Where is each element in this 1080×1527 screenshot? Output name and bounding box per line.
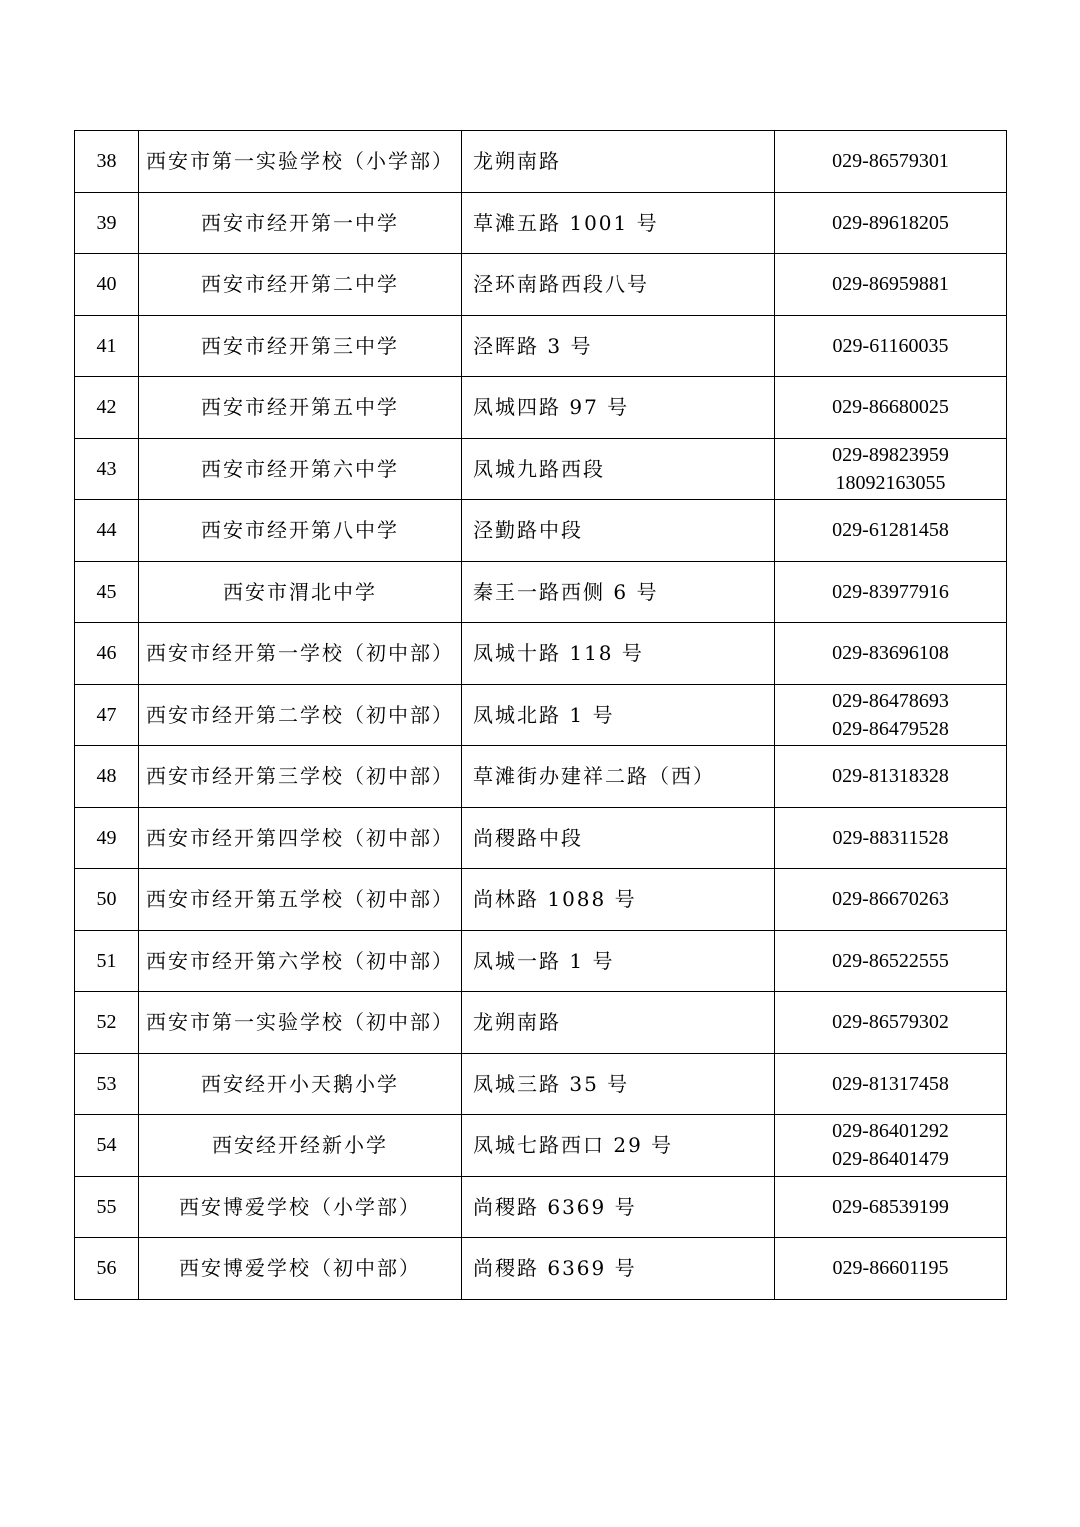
school-address: 凤城三路 35 号 bbox=[462, 1053, 775, 1115]
table-row bbox=[75, 992, 1007, 1054]
row-number: 56 bbox=[75, 1238, 139, 1300]
phone-number: 029-61281458 bbox=[832, 519, 949, 542]
school-address: 草滩五路 1001 号 bbox=[462, 192, 775, 254]
row-number: 51 bbox=[75, 930, 139, 992]
phone-cell bbox=[775, 807, 1007, 869]
school-address: 尚稷路 6369 号 bbox=[462, 1176, 775, 1238]
school-name: 西安市经开第三中学 bbox=[139, 315, 462, 377]
table-row bbox=[75, 1053, 1007, 1115]
phone-number: 029-86670263 bbox=[832, 888, 949, 911]
school-name: 西安博爱学校（小学部） bbox=[139, 1176, 462, 1238]
school-address: 凤城一路 1 号 bbox=[462, 930, 775, 992]
phone-cell bbox=[775, 623, 1007, 685]
school-name: 西安市渭北中学 bbox=[139, 561, 462, 623]
row-number: 40 bbox=[75, 254, 139, 316]
school-address: 尚稷路中段 bbox=[462, 807, 775, 869]
row-number: 46 bbox=[75, 623, 139, 685]
row-number: 39 bbox=[75, 192, 139, 254]
row-number: 48 bbox=[75, 746, 139, 808]
table-row bbox=[75, 746, 1007, 808]
phone-cell bbox=[775, 684, 1007, 746]
table-row bbox=[75, 315, 1007, 377]
phone-cell bbox=[775, 930, 1007, 992]
school-name: 西安市经开第一中学 bbox=[139, 192, 462, 254]
school-address: 凤城四路 97 号 bbox=[462, 377, 775, 439]
phone-number: 029-86522555 bbox=[832, 949, 949, 972]
row-number: 53 bbox=[75, 1053, 139, 1115]
table-row bbox=[75, 192, 1007, 254]
table-row bbox=[75, 254, 1007, 316]
school-name: 西安经开小天鹅小学 bbox=[139, 1053, 462, 1115]
phone-number: 029-81318328 bbox=[832, 765, 949, 788]
phone-cell bbox=[775, 192, 1007, 254]
table-row bbox=[75, 684, 1007, 746]
school-address: 泾晖路 3 号 bbox=[462, 315, 775, 377]
phone-number: 029-86479528 bbox=[832, 717, 949, 740]
phone-cell bbox=[775, 1115, 1007, 1177]
table-row bbox=[75, 1115, 1007, 1177]
school-name: 西安市经开第二中学 bbox=[139, 254, 462, 316]
row-number: 52 bbox=[75, 992, 139, 1054]
phone-cell bbox=[775, 315, 1007, 377]
row-number: 55 bbox=[75, 1176, 139, 1238]
school-name: 西安市经开第六中学 bbox=[139, 438, 462, 500]
school-address: 凤城十路 118 号 bbox=[462, 623, 775, 685]
row-number: 45 bbox=[75, 561, 139, 623]
phone-number: 029-86579302 bbox=[832, 1011, 949, 1034]
phone-cell bbox=[775, 438, 1007, 500]
school-name: 西安经开经新小学 bbox=[139, 1115, 462, 1177]
table-row bbox=[75, 377, 1007, 439]
phone-number: 029-88311528 bbox=[832, 826, 949, 849]
row-number: 41 bbox=[75, 315, 139, 377]
school-name: 西安市经开第四学校（初中部） bbox=[139, 807, 462, 869]
school-address: 泾勤路中段 bbox=[462, 500, 775, 562]
phone-number: 029-89618205 bbox=[832, 211, 949, 234]
school-name: 西安市经开第五学校（初中部） bbox=[139, 869, 462, 931]
phone-cell bbox=[775, 1238, 1007, 1300]
row-number: 54 bbox=[75, 1115, 139, 1177]
phone-number: 029-83977916 bbox=[832, 580, 949, 603]
table-row bbox=[75, 131, 1007, 193]
school-address: 凤城七路西口 29 号 bbox=[462, 1115, 775, 1177]
phone-number: 029-89823959 bbox=[832, 443, 949, 466]
phone-number: 029-86959881 bbox=[832, 273, 949, 296]
school-name: 西安博爱学校（初中部） bbox=[139, 1238, 462, 1300]
phone-number: 029-68539199 bbox=[832, 1195, 949, 1218]
school-name: 西安市经开第六学校（初中部） bbox=[139, 930, 462, 992]
school-table bbox=[74, 130, 1007, 1300]
table-row bbox=[75, 500, 1007, 562]
phone-cell bbox=[775, 131, 1007, 193]
school-address: 尚林路 1088 号 bbox=[462, 869, 775, 931]
table-row bbox=[75, 1176, 1007, 1238]
row-number: 49 bbox=[75, 807, 139, 869]
row-number: 47 bbox=[75, 684, 139, 746]
phone-number: 029-86401479 bbox=[832, 1148, 949, 1171]
row-number: 38 bbox=[75, 131, 139, 193]
phone-number: 029-86601195 bbox=[832, 1257, 949, 1280]
phone-number: 029-83696108 bbox=[832, 642, 949, 665]
row-number: 42 bbox=[75, 377, 139, 439]
phone-cell bbox=[775, 254, 1007, 316]
school-address: 龙朔南路 bbox=[462, 131, 775, 193]
table-row bbox=[75, 807, 1007, 869]
phone-cell bbox=[775, 500, 1007, 562]
phone-number: 029-86478693 bbox=[832, 689, 949, 712]
phone-number: 029-61160035 bbox=[832, 334, 949, 357]
school-address: 凤城北路 1 号 bbox=[462, 684, 775, 746]
table-row bbox=[75, 930, 1007, 992]
table-body bbox=[75, 131, 1007, 1300]
school-name: 西安市经开第一学校（初中部） bbox=[139, 623, 462, 685]
school-name: 西安市经开第八中学 bbox=[139, 500, 462, 562]
phone-cell bbox=[775, 869, 1007, 931]
table-row bbox=[75, 623, 1007, 685]
phone-cell bbox=[775, 992, 1007, 1054]
school-name: 西安市经开第五中学 bbox=[139, 377, 462, 439]
table-row bbox=[75, 438, 1007, 500]
phone-number: 029-86680025 bbox=[832, 396, 949, 419]
table-row bbox=[75, 561, 1007, 623]
school-address: 尚稷路 6369 号 bbox=[462, 1238, 775, 1300]
school-name: 西安市第一实验学校（小学部） bbox=[139, 131, 462, 193]
phone-cell bbox=[775, 1176, 1007, 1238]
phone-number: 029-81317458 bbox=[832, 1072, 949, 1095]
school-address: 泾环南路西段八号 bbox=[462, 254, 775, 316]
school-name: 西安市经开第三学校（初中部） bbox=[139, 746, 462, 808]
row-number: 43 bbox=[75, 438, 139, 500]
phone-number: 029-86579301 bbox=[832, 150, 949, 173]
school-address: 凤城九路西段 bbox=[462, 438, 775, 500]
school-name: 西安市经开第二学校（初中部） bbox=[139, 684, 462, 746]
school-address: 草滩街办建祥二路（西） bbox=[462, 746, 775, 808]
row-number: 44 bbox=[75, 500, 139, 562]
table-row bbox=[75, 869, 1007, 931]
phone-cell bbox=[775, 1053, 1007, 1115]
table-row bbox=[75, 1238, 1007, 1300]
row-number: 50 bbox=[75, 869, 139, 931]
school-name: 西安市第一实验学校（初中部） bbox=[139, 992, 462, 1054]
phone-number: 029-86401292 bbox=[832, 1120, 949, 1143]
phone-cell bbox=[775, 561, 1007, 623]
school-address: 龙朔南路 bbox=[462, 992, 775, 1054]
phone-cell bbox=[775, 377, 1007, 439]
phone-cell bbox=[775, 746, 1007, 808]
phone-number: 18092163055 bbox=[835, 471, 946, 494]
school-address: 秦王一路西侧 6 号 bbox=[462, 561, 775, 623]
